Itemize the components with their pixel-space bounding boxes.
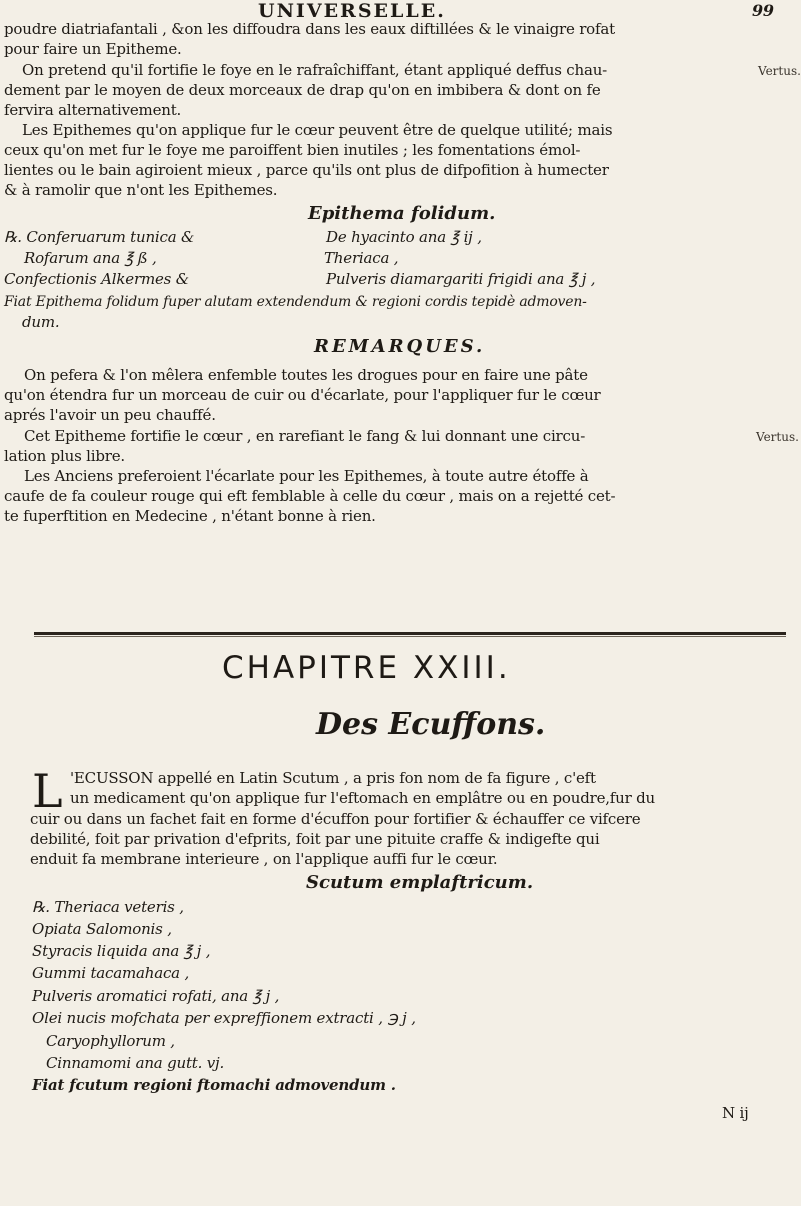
text-line: un medicament qu'on applique fur l'eftomach en emplâtre ou en poudre,fur du [70, 789, 656, 807]
text-line: lientes ou le bain agiroient mieux , parce qu'ils ont plus de difpofition à humecter [4, 161, 609, 179]
text-line: Les Epithemes qu'on applique fur le cœur peuvent être de quelque utilité; mais [22, 121, 613, 139]
text-line: dement par le moyen de deux morceaux de drap qu'on en imbibera & dont on fe [4, 81, 601, 99]
chapter-subtitle: Des Ecuffons. [316, 707, 546, 742]
text-line: te fuperftition en Medecine , n'étant bonne à rien. [4, 507, 376, 525]
recipe-line: Pulveris diamargariti frigidi ana ℥ j , [326, 270, 596, 288]
text-line: aprés l'avoir un peu chauffé. [4, 406, 216, 424]
recipe-line: ℞. Conferuarum tunica & [4, 228, 195, 246]
text-line: poudre diatriafantali , &on les diffoudra dans les eaux diftillées & le vinaigre rofat [4, 20, 615, 38]
text-line: lation plus libre. [4, 447, 125, 465]
text-line: enduit fa membrane interieure , on l'applique auffi fur le cœur. [30, 850, 498, 868]
text-line: caufe de fa couleur rouge qui eft femblable à celle du cœur , mais on a rejetté cet- [4, 487, 616, 505]
page-number: 99 [752, 1, 774, 20]
text-line: debilité, foit par privation d'efprits, foit par une pituite craffe & indigefte qui [30, 830, 600, 848]
signature-mark: N ij [722, 1104, 749, 1122]
text-line: Les Anciens preferoient l'écarlate pour les Epithemes, à toute autre étoffe à [24, 467, 589, 485]
running-title: UNIVERSELLE. [258, 0, 446, 22]
text-line: pour faire un Epitheme. [4, 40, 182, 58]
text-line: 'ECUSSON appellé en Latin Scutum , a pris fon nom de fa figure , c'eft [70, 769, 596, 787]
recipe-line: Cinnamomi ana gutt. vj. [46, 1054, 225, 1072]
recipe-line: ℞. Theriaca veteris , [32, 898, 184, 916]
recipe-line: Opiata Salomonis , [32, 920, 172, 938]
recipe-line: Gummi tacamahaca , [32, 964, 190, 982]
text-line: On pretend qu'il fortifie le foye en le rafraîchiffant, étant appliqué deffus chau- [22, 61, 608, 79]
margin-note: Vertus. [756, 430, 799, 444]
text-line: & à ramolir que n'ont les Epithemes. [4, 181, 278, 199]
text-line: cuir ou dans un fachet fait en forme d'écuffon pour fortifier & échauffer ce vifcere [30, 810, 641, 828]
recipe-line: Caryophyllorum , [46, 1032, 175, 1050]
recipe-line: Rofarum ana ℥ ß , [24, 249, 157, 267]
recipe-fiat: Fiat fcutum regioni ftomachi admovendum . [32, 1076, 396, 1094]
recipe-line: De hyacinto ana ℥ ij , [326, 228, 482, 246]
recipe-fiat: Fiat Epithema folidum fuper alutam extendendum & regioni cordis tepidè admoven- [4, 294, 587, 310]
recipe-line: Theriaca , [324, 249, 399, 267]
text-line: fervira alternativement. [4, 101, 182, 119]
recipe-line: Olei nucis mofchata per expreffionem extracti , ℈ j , [32, 1009, 416, 1027]
margin-note: Vertus. [758, 64, 801, 78]
recipe-line: Pulveris aromatici rofati, ana ℥ j , [32, 987, 280, 1005]
recipe-fiat: dum. [22, 313, 60, 331]
section-rule-thin [34, 636, 786, 637]
chapter-title: CHAPITRE XXIII. [222, 650, 511, 686]
drop-cap: L [32, 764, 63, 818]
text-line: Cet Epitheme fortifie le cœur , en rarefiant le fang & lui donnant une circu- [24, 427, 586, 445]
recipe-line: Confectionis Alkermes & [4, 270, 189, 288]
recipe-heading: Epithema folidum. [308, 203, 496, 224]
recipe-line: Styracis liquida ana ℥ j , [32, 942, 211, 960]
text-line: ceux qu'on met fur le foye me paroiffent bien inutiles ; les fomentations émol- [4, 141, 581, 159]
text-line: qu'on étendra fur un morceau de cuir ou d'écarlate, pour l'appliquer fur le cœur [4, 386, 601, 404]
recipe-heading: Scutum emplaftricum. [306, 872, 534, 893]
section-rule [34, 632, 786, 635]
text-line: On pefera & l'on mêlera enfemble toutes les drogues pour en faire une pâte [24, 366, 588, 384]
remarques-heading: REMARQUES. [314, 336, 486, 357]
